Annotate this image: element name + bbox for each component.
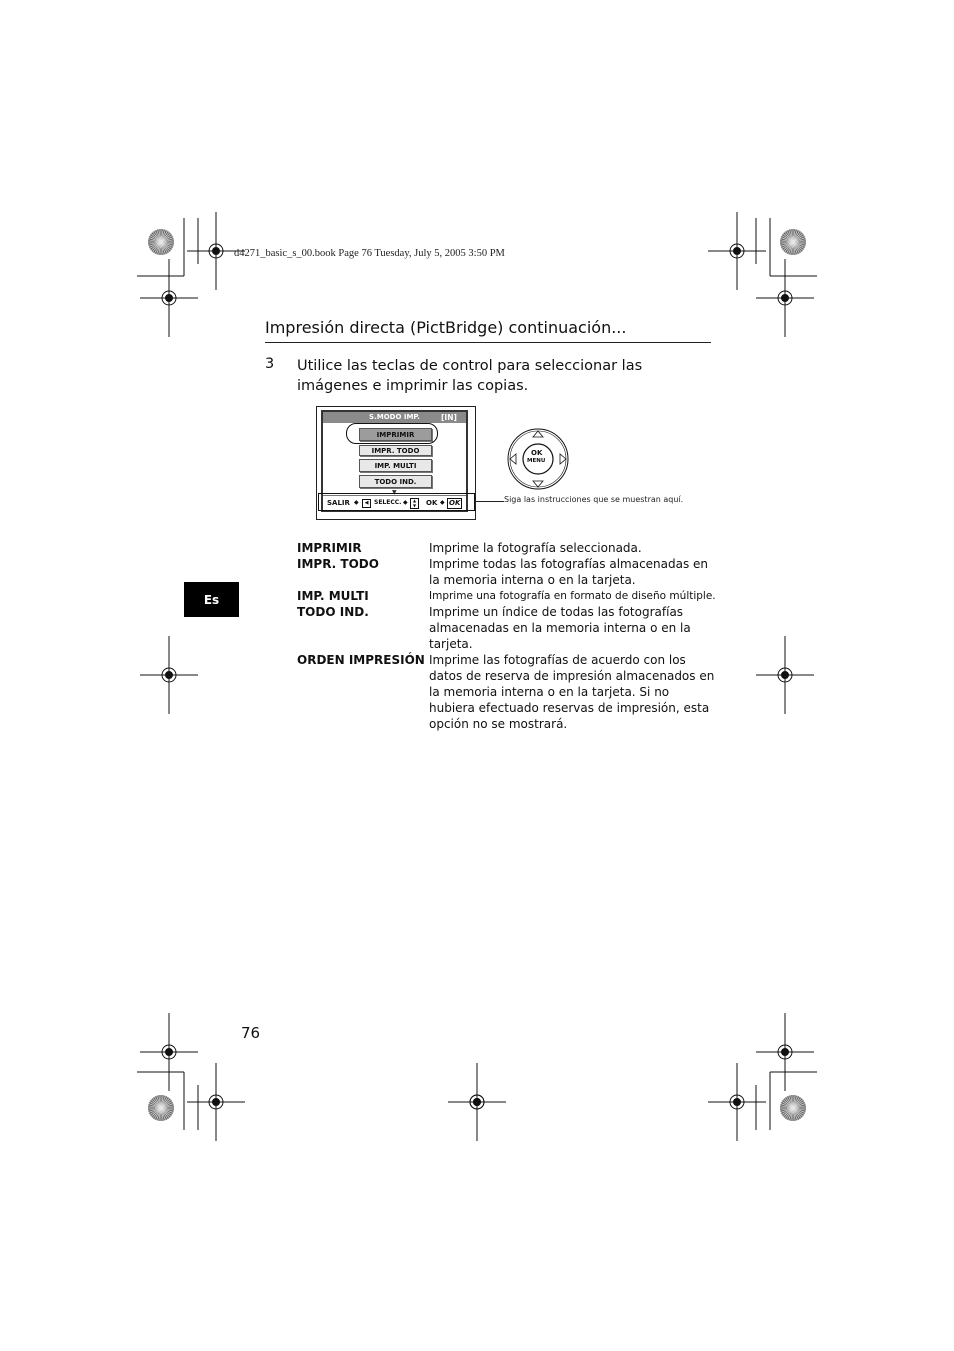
- language-tab: Es: [184, 582, 239, 617]
- left-key-icon: ◀: [362, 499, 371, 508]
- select-label: SELECC.: [374, 499, 402, 506]
- definition-row: [297, 652, 717, 732]
- step-instruction: Utilice las teclas de control para seleccionar las imágenes e imprimir las copias.: [297, 358, 643, 394]
- registration-crosshair: [448, 1063, 506, 1141]
- updown-key-icon: ▲ ▼: [410, 498, 419, 509]
- definition-desc: Imprime un índice de todas las fotografías almacenadas en la memoria interna o en la tarjeta.: [429, 605, 691, 651]
- definition-term: IMP. MULTI: [297, 589, 369, 603]
- menu-item-todo-ind[interactable]: TODO IND.: [359, 475, 432, 488]
- memory-badge: [IN]: [441, 413, 457, 422]
- registration-starburst: [780, 1095, 806, 1121]
- step-number: 3: [265, 356, 275, 372]
- definition-desc: Imprime la fotografía seleccionada.: [429, 541, 642, 555]
- registration-crosshair: [187, 1063, 245, 1141]
- selection-highlight: [346, 423, 438, 444]
- caption-leader: [474, 501, 504, 502]
- menu-button-label: MENU: [527, 458, 546, 464]
- diamond-icon: ◆: [403, 499, 408, 506]
- registration-crosshair: [140, 636, 198, 714]
- caption: Siga las instrucciones que se muestran aquí.: [504, 495, 684, 504]
- exit-label: SALIR: [327, 499, 350, 507]
- title-rule: [265, 342, 711, 343]
- registration-starburst: [148, 1095, 174, 1121]
- lcd-title: S.MODO IMP.: [369, 413, 420, 421]
- registration-starburst: [780, 229, 806, 255]
- definition-desc: Imprime una fotografía en formato de diseño múltiple.: [429, 590, 716, 602]
- page-number: 76: [241, 1024, 261, 1042]
- lcd-footer: [323, 495, 466, 510]
- registration-crosshair: [708, 212, 766, 290]
- definition-term: ORDEN IMPRESIÓN: [297, 653, 425, 667]
- menu-item-imp-multi[interactable]: IMP. MULTI: [359, 459, 432, 472]
- registration-crosshair: [708, 1063, 766, 1141]
- definition-term: IMPR. TODO: [297, 557, 379, 571]
- definition-row: [297, 604, 717, 652]
- section-title: Impresión directa (PictBridge) continuación...: [265, 318, 627, 337]
- definition-row: [297, 588, 717, 604]
- ok-key-icon: OK: [449, 499, 461, 507]
- diamond-icon: ◆: [440, 499, 445, 506]
- definition-desc: Imprime las fotografías de acuerdo con los datos de reserva de impresión almacenados en la memoria interna o en la tarjeta. Si no hubiera efectuado reservas de impresión, esta opción no se mostrará.: [429, 653, 715, 731]
- menu-item-imprimir[interactable]: IMPRIMIR: [359, 428, 432, 441]
- definitions-list: [297, 540, 717, 732]
- definition-row: [297, 556, 717, 588]
- definition-term: TODO IND.: [297, 605, 369, 619]
- definition-desc: Imprime todas las fotografías almacenadas en la memoria interna o en la tarjeta.: [429, 557, 709, 587]
- definition-term: IMPRIMIR: [297, 541, 362, 555]
- registration-crosshair: [140, 1013, 198, 1091]
- ok-button-label: OK: [531, 449, 543, 457]
- menu-item-impr-todo[interactable]: IMPR. TODO: [359, 445, 432, 456]
- ok-label: OK: [426, 499, 438, 507]
- diamond-icon: ◆: [354, 499, 359, 506]
- file-info-header: d4271_basic_s_00.book Page 76 Tuesday, July 5, 2005 3:50 PM: [234, 248, 505, 259]
- registration-starburst: [148, 229, 174, 255]
- definition-row: [297, 540, 717, 556]
- scroll-down-icon: ▼: [392, 489, 397, 496]
- registration-crosshair: [756, 1013, 814, 1091]
- registration-crosshair: [756, 636, 814, 714]
- registration-crosshair: [756, 259, 814, 337]
- registration-crosshair: [140, 259, 198, 337]
